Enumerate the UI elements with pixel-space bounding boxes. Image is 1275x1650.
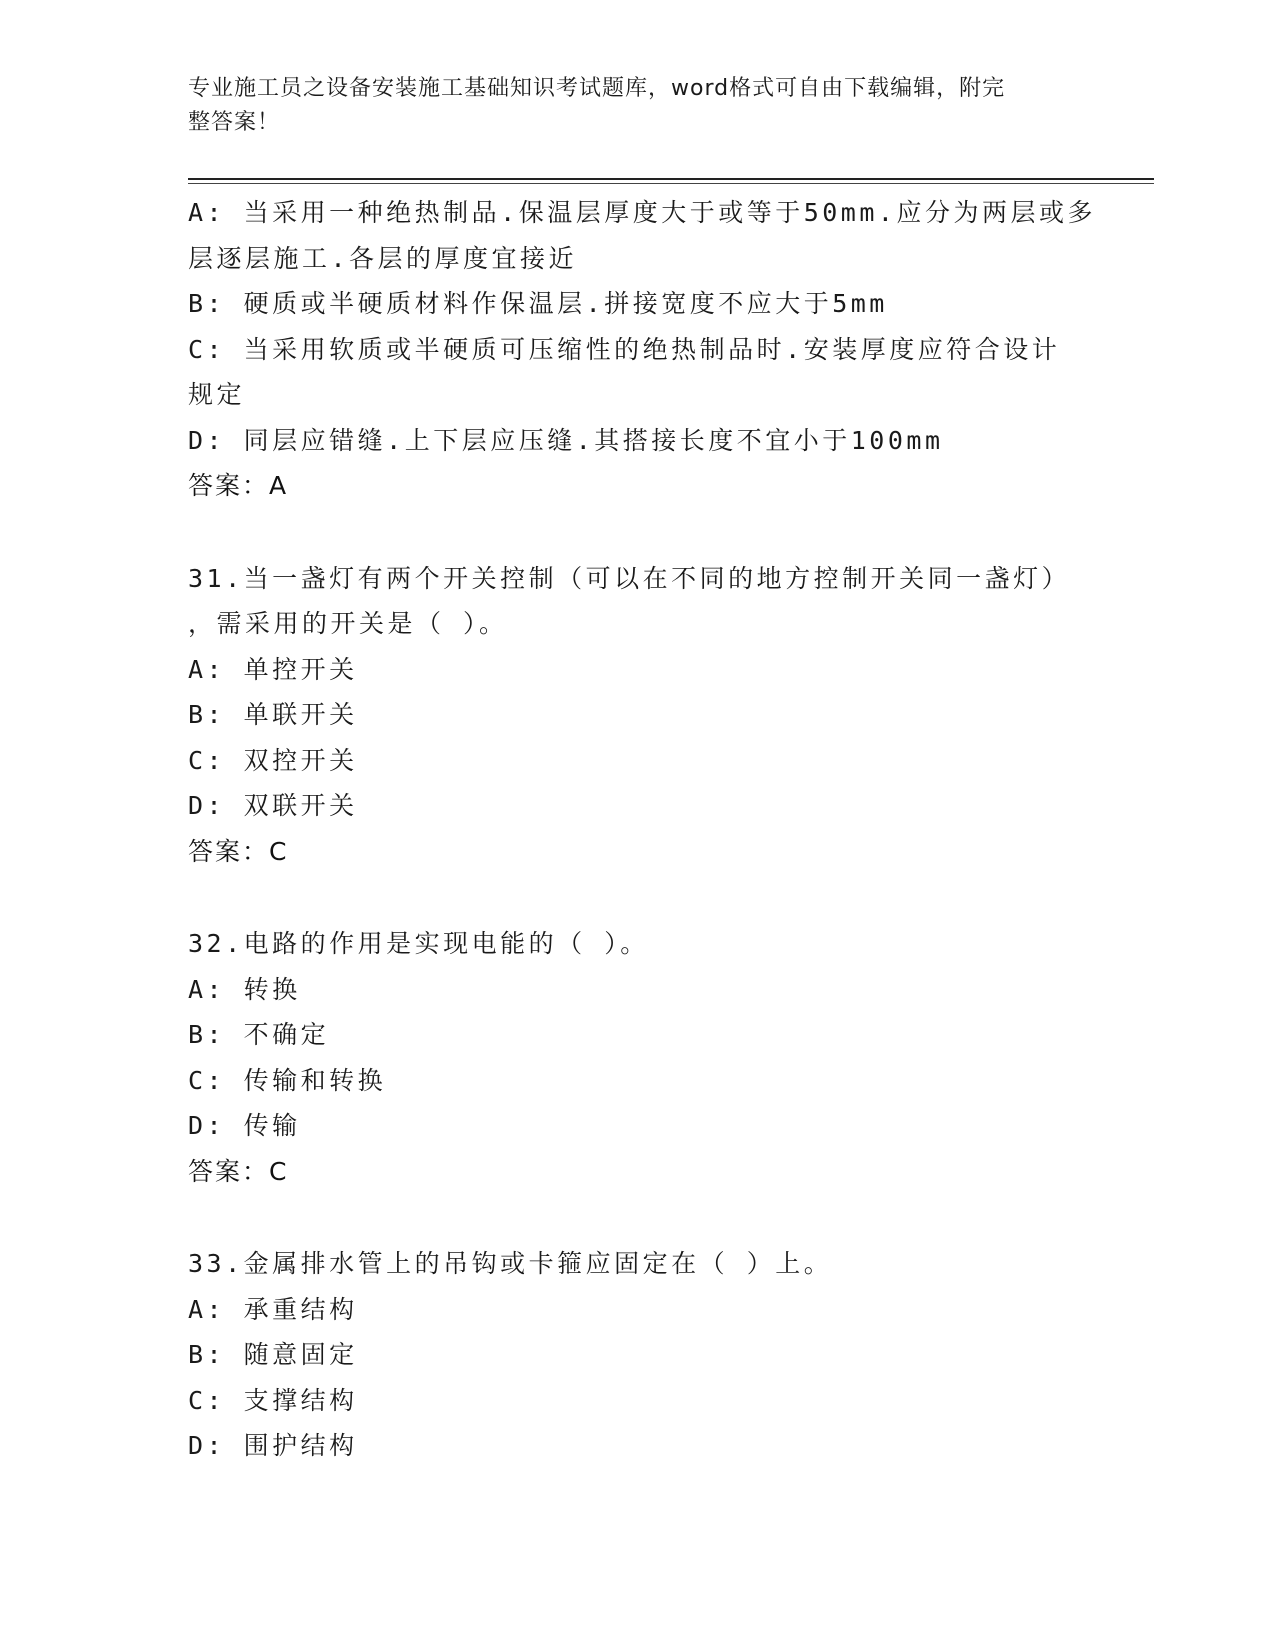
- q30-option-c-line-1: C: 当采用软质或半硬质可压缩性的绝热制品时.安装厚度应符合设计: [188, 334, 1061, 364]
- q30-option-a-line-1: A: 当采用一种绝热制品.保温层厚度大于或等于50mm.应分为两层或多: [188, 198, 1096, 227]
- q30-option-c-line-2: 规定: [188, 380, 246, 409]
- spacer: [188, 1194, 1088, 1241]
- q31-option-c: C: 双控开关: [188, 745, 358, 775]
- question-32: [188, 921, 1088, 1194]
- q30-option-a-line-2: 层逐层施工.各层的厚度宜接近: [188, 243, 578, 273]
- q33-option-d: D: 围护结构: [188, 1431, 358, 1460]
- q31-option-d: D: 双联开关: [188, 791, 358, 820]
- q30-answer: 答案：A: [188, 471, 289, 500]
- question-list: [188, 190, 1096, 1469]
- q30-option-b: B: 硬质或半硬质材料作保温层.拼接宽度不应大于5mm: [188, 289, 888, 318]
- q31-stem-line-1: 31.当一盏灯有两个开关控制（可以在不同的地方控制开关同一盏灯）: [188, 563, 1071, 593]
- question-33: [188, 1241, 1088, 1469]
- q31-option-a: A: 单控开关: [188, 654, 358, 684]
- q32-option-a: A: 转换: [188, 974, 301, 1004]
- q32-option-d: D: 传输: [188, 1111, 301, 1140]
- q32-answer: 答案：C: [188, 1156, 289, 1186]
- q32-option-b: B: 不确定: [188, 1020, 330, 1049]
- header-title-line-2: 整答案！: [188, 110, 281, 135]
- q32-stem: 32.电路的作用是实现电能的（ ）。: [188, 929, 649, 958]
- q33-option-c: C: 支撑结构: [188, 1385, 358, 1415]
- q33-option-a: A: 承重结构: [188, 1294, 358, 1324]
- spacer: [188, 874, 1088, 921]
- q32-option-c: C: 传输和转换: [188, 1065, 387, 1095]
- q33-option-b: B: 随意固定: [188, 1340, 358, 1369]
- document-header: [188, 72, 1088, 140]
- q30-option-d: D: 同层应错缝.上下层应压缝.其搭接长度不宜小于100mm: [188, 425, 944, 455]
- header-divider-thin: [188, 183, 1154, 184]
- q31-option-b: B: 单联开关: [188, 700, 358, 729]
- q31-stem-line-2: ，需采用的开关是（ ）。: [188, 609, 508, 638]
- header-divider-thick: [188, 178, 1154, 180]
- q31-answer: 答案：C: [188, 836, 289, 866]
- spacer: [188, 509, 1088, 556]
- q33-stem: 33.金属排水管上的吊钩或卡箍应固定在（ ）上。: [188, 1249, 833, 1278]
- header-title-line-1: 专业施工员之设备安装施工基础知识考试题库，word格式可自由下载编辑，附完: [188, 76, 1006, 101]
- question-30-tail: [188, 190, 1096, 509]
- question-31: [188, 556, 1088, 875]
